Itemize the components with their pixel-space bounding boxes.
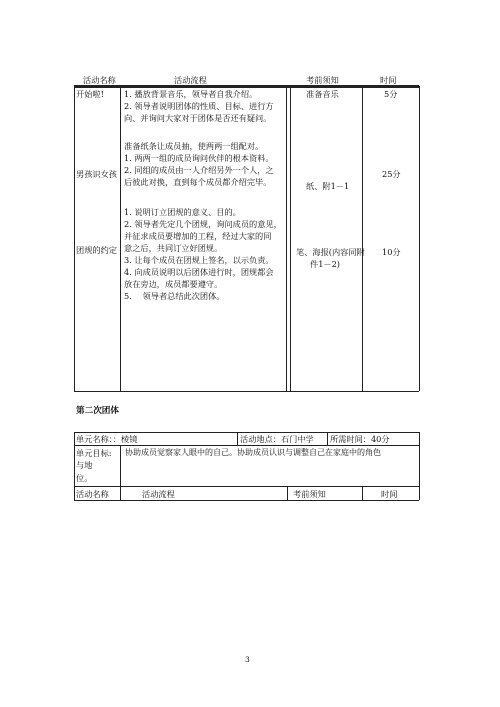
row3-flow-line: 意之后，共同订立好团规。 [124, 243, 223, 253]
row3-note-line: 件1－2) [310, 259, 340, 269]
row3-flow-line: 放在旁边，成员都要遵守。 [124, 279, 223, 289]
row3-activity-name: 团规的约定 [76, 245, 117, 255]
table2-col-divider [287, 486, 288, 500]
row3-flow-line: 1. 说明订立团规的意义、目的。 [124, 207, 241, 217]
row1-flow-line: 2. 领导者说明团体的性质、目标、进行方 [124, 101, 274, 111]
table2-border-left [74, 432, 75, 500]
row3-flow-line: 4. 向成员说明以后团体进行时，团规都会 [124, 267, 274, 277]
row2-flow-line: 后彼此对换，直到每个成员都介绍完毕。 [124, 177, 272, 187]
row1-activity-name: 开始啦! [76, 89, 104, 99]
row3-flow-line: 并征求成员要增加的工程，经过大家的同 [124, 231, 272, 241]
row1-time: 5分 [384, 89, 398, 99]
table1-border-left [74, 86, 75, 391]
row2-flow-line: 2. 同组的成员由一人介绍另外一个人，之 [124, 165, 274, 175]
table2-col-divider [327, 432, 328, 445]
row2-activity-name: 男孩识女孩 [76, 169, 117, 179]
table2-header-note: 考前须知 [293, 489, 326, 499]
table1-col-divider-double [286, 86, 291, 391]
row3-flow-line: 2. 领导者先定几个团规，询问成员的意见， [124, 219, 282, 229]
location-label: 活动地点：石门中学 [240, 434, 314, 444]
table1-col-divider [120, 86, 121, 391]
table2-border-right [419, 432, 420, 500]
row2-note: 纸、附1－1 [306, 181, 350, 191]
row2-flow-line: 准备纸条让成员抽，使两两一组配对。 [124, 141, 264, 151]
table1-header-flow: 活动流程 [174, 75, 207, 85]
row3-time: 10分 [382, 247, 401, 257]
table2-header-flow: 活动流程 [142, 489, 175, 499]
row2-flow-line: 1. 两两一组的成员询问伙伴的根本资料。 [124, 153, 274, 163]
table2-header-name: 活动名称 [76, 489, 109, 499]
row3-flow-line: 3. 让每个成员在团规上签名，以示负责。 [124, 255, 274, 265]
unit-name-label: 单元名称：：棱镜 [76, 434, 138, 444]
goal-text-line: 协助成员觉察家人眼中的自己。协助成员认识与调整自己在家庭中的角色 [125, 448, 381, 457]
table2-col-divider [237, 432, 238, 445]
table2-header-time: 时间 [381, 489, 398, 499]
table1-header-note: 考前须知 [306, 75, 339, 85]
section-title: 第二次团体 [76, 406, 119, 416]
table1-border-right [419, 86, 420, 391]
table2-col-divider [120, 486, 121, 500]
row3-flow-line: 5. 领导者总结此次团体。 [124, 291, 225, 301]
row1-flow-line: 1. 播放背景音乐，领导者自我介绍。 [124, 89, 258, 99]
table1-col-divider [362, 86, 363, 391]
table2-col-divider [120, 445, 121, 486]
duration-label: 所需时间：40分 [330, 434, 390, 444]
table1-bottom-rule [74, 391, 419, 392]
goal-text-line: 位。 [76, 473, 93, 483]
goal-label: 单元目标: [76, 448, 112, 458]
table2-rule [74, 486, 419, 487]
row3-note-line: 笔、海报(内容同附 [296, 247, 365, 257]
row2-time: 25分 [382, 169, 401, 179]
row1-flow-line: 向、并询问大家对于团体是否还有疑问。 [124, 113, 272, 123]
row1-note: 准备音乐 [306, 89, 339, 99]
table2-col-divider [362, 486, 363, 500]
page-number: 3 [245, 655, 250, 664]
table2-bottom-rule [74, 500, 419, 501]
table1-header-name: 活动名称 [83, 75, 116, 85]
table1-header-time: 时间 [380, 75, 397, 85]
goal-text-line: 与地 [76, 460, 93, 470]
